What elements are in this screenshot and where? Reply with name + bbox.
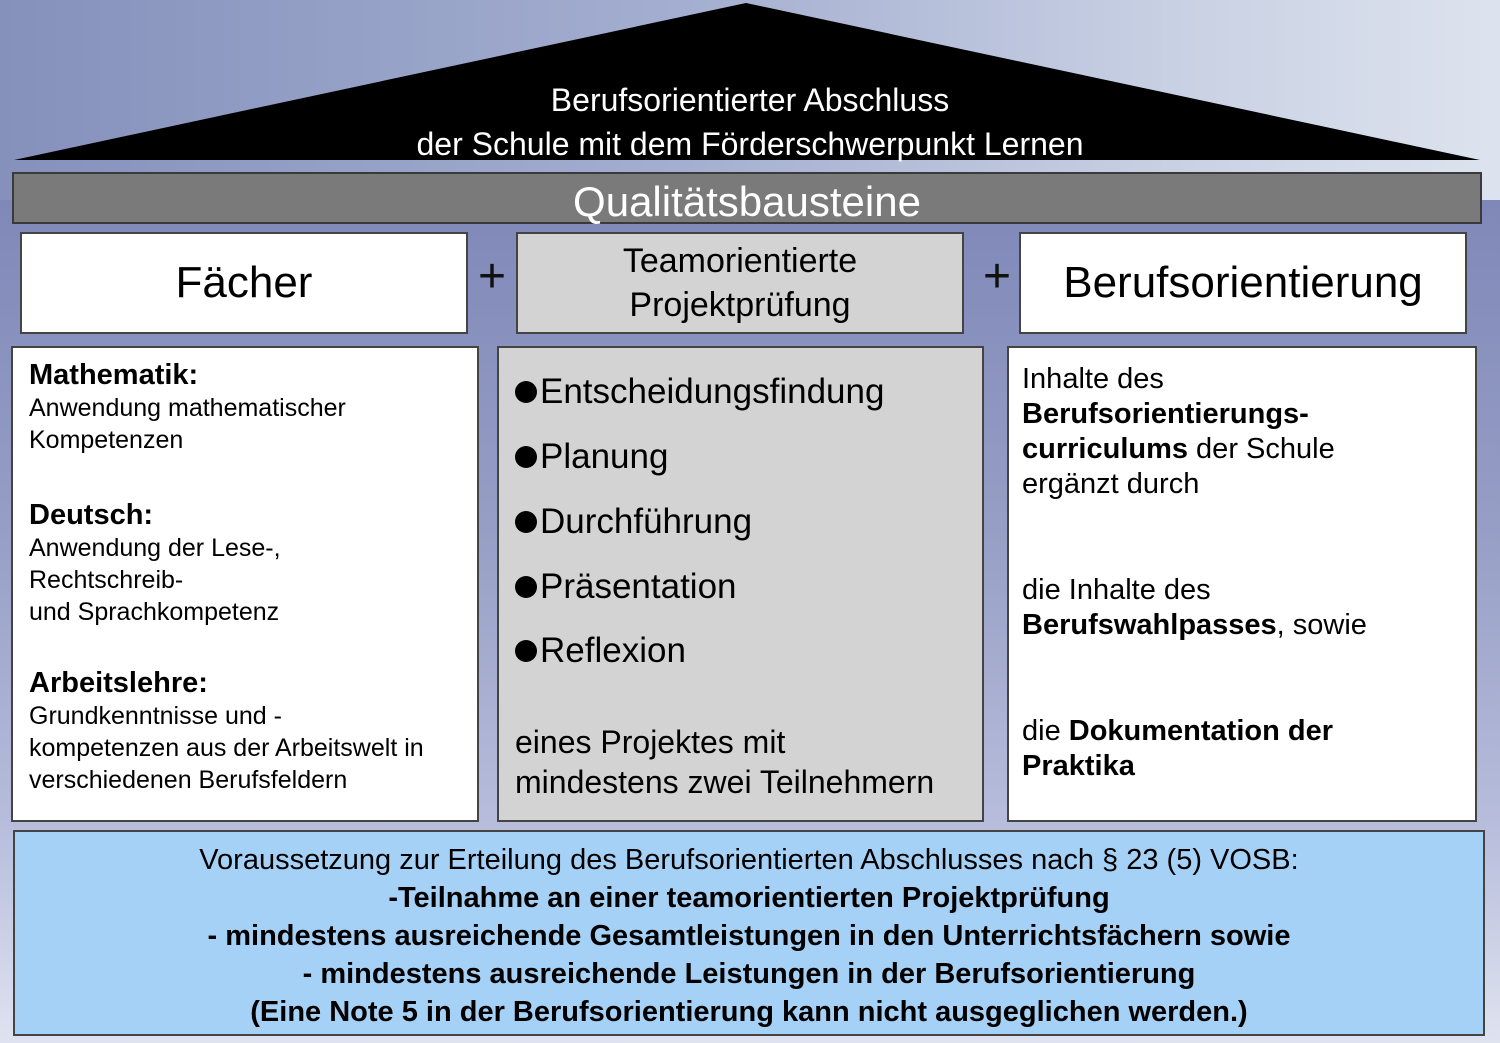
bo-text: , sowie (1276, 609, 1367, 641)
heading-faecher-text: Fächer (175, 258, 313, 307)
subject-title: Mathematik: (29, 359, 199, 391)
project-step-label: Entscheidungsfindung (540, 372, 885, 411)
bo-line-3 (1022, 432, 1335, 467)
quality-bar (12, 172, 1482, 224)
subject-title: Arbeitslehre: (29, 667, 208, 699)
project-step (515, 502, 752, 542)
bo-text: der Schule (1188, 433, 1335, 465)
subject-arbeitslehre (29, 666, 424, 796)
bullet-icon (515, 381, 537, 403)
requirements-title: Voraussetzung zur Erteilung des Berufsorientierten Abschlusses nach § 23 (5) VOSB: (199, 844, 1299, 876)
bo-line-8: Praktika (1022, 750, 1135, 782)
bo-bold-berufswahlpass: Berufswahlpasses (1022, 609, 1277, 641)
requirement-item: - mindestens ausreichende Leistungen in der Berufsorientierung (302, 958, 1196, 990)
heading-berufsorientierung (1019, 232, 1467, 334)
berufsorientierung-box (1007, 346, 1477, 822)
requirements-box (13, 830, 1485, 1036)
subject-desc: Rechtschreib- (29, 566, 184, 594)
project-step (515, 437, 668, 477)
bo-line-6 (1022, 608, 1367, 643)
subject-title: Deutsch: (29, 499, 154, 531)
project-step-label: Präsentation (540, 567, 737, 606)
project-step (515, 372, 884, 412)
subject-desc: Anwendung mathematischer (29, 394, 346, 422)
bo-line-7 (1022, 714, 1333, 749)
requirement-item: - mindestens ausreichende Gesamtleistungen in den Unterrichtsfächern sowie (207, 920, 1291, 952)
project-step-label: Reflexion (540, 631, 686, 670)
roof-title-line1: Berufsorientierter Abschluss (550, 82, 950, 118)
project-note-line2: mindestens zwei Teilnehmern (515, 764, 935, 800)
subject-desc: verschiedenen Berufsfeldern (29, 766, 348, 794)
bullet-icon (515, 576, 537, 598)
requirement-note: (Eine Note 5 in der Berufsorientierung kann nicht ausgeglichen werden.) (250, 996, 1248, 1028)
bo-line-5: die Inhalte des (1022, 574, 1211, 606)
bo-text: die (1022, 715, 1069, 747)
heading-projekt-line1: Teamorientierte (622, 242, 858, 280)
bo-line-2: Berufsorientierungs- (1022, 398, 1309, 430)
bullet-icon (515, 446, 537, 468)
project-step-label: Planung (540, 437, 669, 476)
bo-line-1: Inhalte des (1022, 363, 1164, 395)
heading-faecher (20, 232, 468, 334)
plus-sign-1: + (478, 250, 507, 303)
quality-title: Qualitätsbausteine (573, 178, 921, 225)
heading-projekt-line2: Projektprüfung (629, 286, 851, 324)
projekt-box (497, 346, 984, 822)
bo-line-4: ergänzt durch (1022, 468, 1200, 500)
bo-bold-curriculums: curriculums (1022, 433, 1188, 465)
plus-sign-2: + (983, 250, 1012, 303)
subject-desc: und Sprachkompetenz (29, 598, 280, 626)
bullet-icon (515, 511, 537, 533)
subject-mathematik (29, 358, 346, 456)
bo-bold-dokumentation: Dokumentation der (1068, 715, 1334, 747)
roof-title-line2: der Schule mit dem Förderschwerpunkt Lernen (416, 126, 1084, 162)
bullet-icon (515, 640, 537, 662)
faecher-box (11, 346, 479, 822)
project-note-line1: eines Projektes mit (515, 724, 786, 760)
heading-berufsorientierung-text: Berufsorientierung (1063, 258, 1423, 307)
project-step (515, 631, 686, 671)
subject-desc: Kompetenzen (29, 426, 184, 454)
project-step-label: Durchführung (540, 502, 753, 541)
subject-deutsch (29, 498, 281, 628)
subject-desc: Anwendung der Lese-, (29, 534, 281, 562)
requirement-item: -Teilnahme an einer teamorientierten Projektprüfung (388, 882, 1110, 914)
heading-projekt (516, 232, 964, 334)
project-step (515, 567, 737, 607)
subject-desc: kompetenzen aus der Arbeitswelt in (29, 734, 424, 762)
subject-desc: Grundkenntnisse und - (29, 702, 282, 730)
